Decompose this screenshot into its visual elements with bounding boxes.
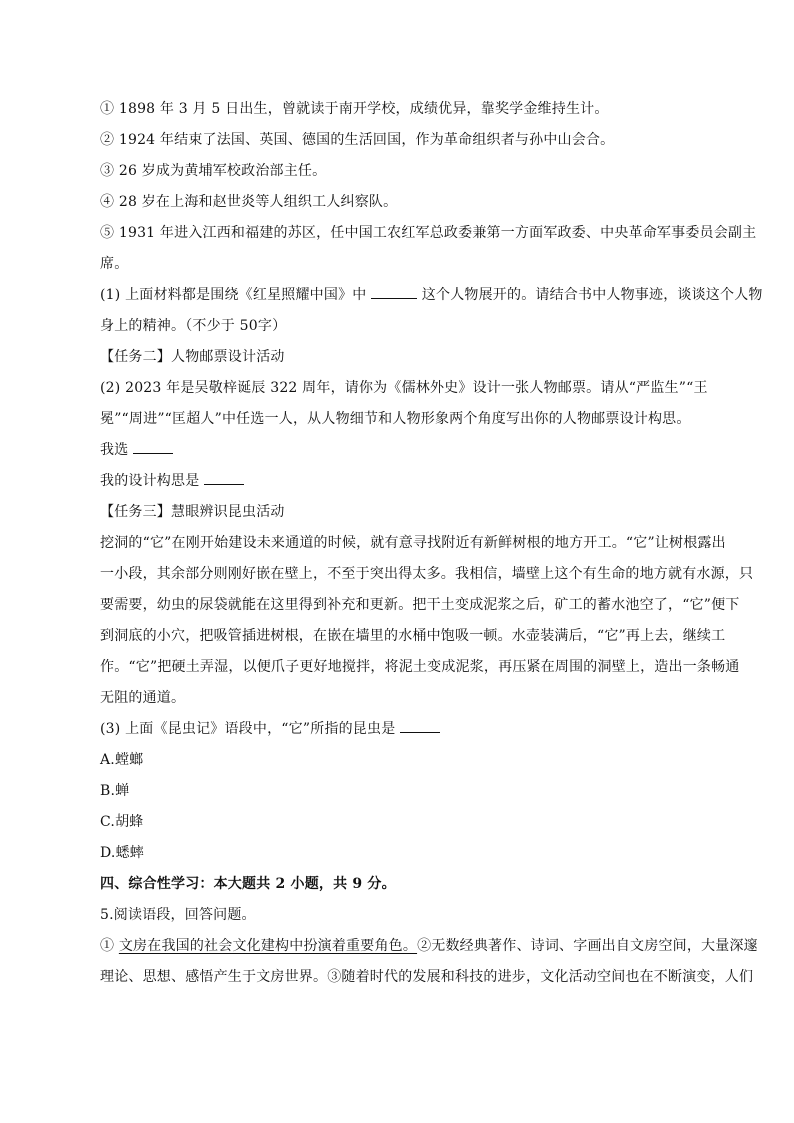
design-line (100, 466, 720, 497)
design-answer-blank[interactable] (204, 470, 244, 485)
passage-line-1: 挖洞的“它”在刚开始建设未来通道的时候，就有意寻找附近有新鲜树根的地方开工。“它”让树根露出 (100, 535, 726, 551)
passage-line-5: 作。“它”把硬土弄湿，以便爪子更好地搅拌，将泥土变成泥浆，再压紧在周围的洞壁上，造出一条畅通 (100, 659, 740, 675)
option-a[interactable]: A.螳螂 (100, 752, 144, 768)
reading-paragraph-line-2: 理论、思想、感悟产生于文房世界。③随着时代的发展和科技的进步，文化活动空间也在不断演变，人们 (100, 969, 754, 985)
bio-item-1: ① 1898 年 3 月 5 日出生，曾就读于南开学校，成绩优异，靠奖学金维持生计。 (100, 101, 609, 117)
bio-item-3: ③ 26 岁成为黄埔军校政治部主任。 (100, 163, 327, 179)
bio-item-5-continued: 席。 (100, 256, 129, 272)
question-5: 5.阅读语段，回答问题。 (100, 907, 256, 923)
question-1-line-2: 身上的精神。（不少于 50字） (100, 318, 287, 334)
bio-item-4: ④ 28 岁在上海和赵世炎等人组织工人纠察队。 (100, 194, 398, 210)
passage-line-6: 无阻的通道。 (100, 690, 186, 706)
bio-item-2: ② 1924 年结束了法国、英国、德国的生活回国，作为革命组织者与孙中山会合。 (100, 132, 615, 148)
question-1 (100, 280, 763, 311)
question-1-suffix: 这个人物展开的。请结合书中人物事迹，谈谈这个人物 (421, 287, 763, 303)
paragraph-rest: ②无数经典著作、诗词、字画出自文房空间，大量深邃 (417, 938, 758, 954)
section-4-heading: 四、综合性学习：本大题共 2 小题，共 9 分。 (100, 876, 396, 892)
bio-item-5: ⑤ 1931 年进入江西和福建的苏区，任中国工农红军总政委兼第一方面军政委、中央革命军事委员会副主 (100, 225, 757, 241)
question-2-line-1: (2) 2023 年是吴敬梓诞辰 322 周年，请你为《儒林外史》设计一张人物邮票。请从“严监生”“王 (100, 380, 708, 396)
task-3-title: 【任务三】慧眼辨识昆虫活动 (100, 504, 285, 520)
choose-answer-blank[interactable] (133, 439, 173, 454)
question-3-text: (3) 上面《昆虫记》语段中，“它”所指的昆虫是 (100, 721, 396, 737)
choose-line (100, 435, 720, 466)
document-content (100, 94, 763, 993)
paragraph-marker: ① (100, 938, 115, 954)
question-3-answer-blank[interactable] (400, 718, 440, 733)
underlined-sentence: 文房在我国的社会文化建构中扮演着重要角色。 (118, 938, 418, 954)
option-c[interactable]: C.胡蜂 (100, 814, 144, 830)
reading-paragraph-line-1 (100, 931, 758, 962)
task-2-title: 【任务二】人物邮票设计活动 (100, 349, 285, 365)
choose-label: 我选 (100, 442, 129, 458)
passage-line-2: 一小段，其余部分则刚好嵌在壁上，不至于突出得太多。我相信，墙壁上这个有生命的地方就有水源，只 (100, 566, 754, 582)
question-1-answer-blank[interactable] (371, 284, 417, 299)
option-b[interactable]: B.蝉 (100, 783, 130, 799)
question-3 (100, 714, 720, 745)
passage-line-3: 要需要，幼虫的尿袋就能在这里得到补充和更新。把干土变成泥浆之后，矿工的蓄水池空了，“它”便下 (100, 597, 740, 613)
question-2-line-2: 冕”“周进”“匡超人”中任选一人，从人物细节和人物形象两个角度写出你的人物邮票设计构思。 (100, 411, 691, 427)
design-label: 我的设计构思是 (100, 473, 200, 489)
option-d[interactable]: D.蟋蟀 (100, 845, 144, 861)
passage-line-4: 到洞底的小穴，把吸管插进树根，在嵌在墙里的水桶中饱吸一顿。水壶装满后，“它”再上去，继续工 (100, 628, 726, 644)
question-1-prefix: (1) 上面材料都是围绕《红星照耀中国》中 (100, 287, 367, 303)
